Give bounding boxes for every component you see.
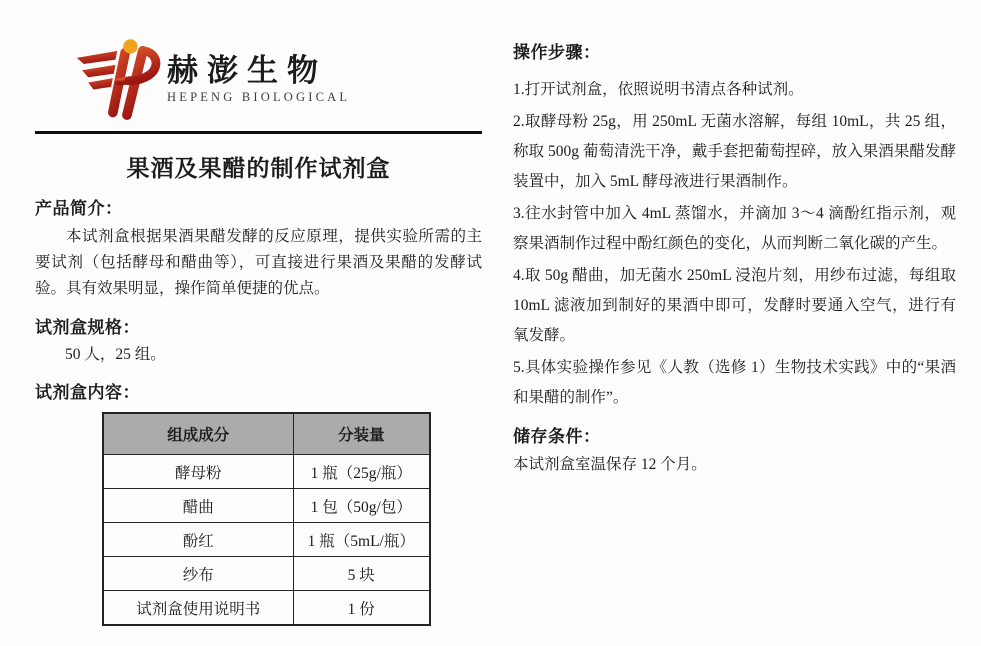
cell-quantity: 1 瓶（25g/瓶） bbox=[293, 455, 430, 489]
cell-component: 纱布 bbox=[103, 557, 293, 591]
storage-heading: 储存条件： bbox=[513, 427, 601, 446]
cell-component: 酚红 bbox=[103, 523, 293, 557]
intro-paragraph: 本试剂盒根据果酒果醋发酵的反应原理，提供实验所需的主要试剂（包括酵母和醋曲等），可直接进行果酒及果醋的发酵试验。具有效果明显，操作简单便捷的优点。 bbox=[35, 228, 482, 297]
cell-quantity: 5 块 bbox=[293, 557, 430, 591]
storage-text: 本试剂盒室温保存 12 个月。 bbox=[513, 456, 707, 473]
cell-component: 试剂盒使用说明书 bbox=[103, 591, 293, 626]
logo-row bbox=[35, 40, 482, 120]
step-1: 1.打开试剂盒，依照说明书清点各种试剂。 bbox=[513, 81, 804, 98]
step-4: 4.取 50g 醋曲，加无菌水 250mL 浸泡片刻，用纱布过滤，每组取 10mL 滤液加到制好的果酒中即可，发酵时要通入空气，进行有氧发酵。 bbox=[513, 267, 956, 344]
header-divider bbox=[35, 131, 482, 134]
spec-text: 50 人，25 组。 bbox=[65, 346, 166, 363]
right-column bbox=[513, 0, 956, 480]
spec-heading: 试剂盒规格： bbox=[35, 318, 140, 337]
contents-heading: 试剂盒内容： bbox=[35, 383, 140, 402]
intro-heading: 产品简介： bbox=[35, 199, 123, 218]
step-2: 2.取酵母粉 25g，用 250mL 无菌水溶解，每组 10mL，共 25 组，称取 500g 葡萄清洗干净，戴手套把葡萄捏碎，放入果酒果醋发酵装置中，加入 5mL 酵母液进行果酒制作。 bbox=[513, 113, 956, 190]
cell-quantity: 1 瓶（5mL/瓶） bbox=[293, 523, 430, 557]
step-3: 3.往水封管中加入 4mL 蒸馏水，并滴加 3～4 滴酚红指示剂，观察果酒制作过程中酚红颜色的变化，从而判断二氧化碳的产生。 bbox=[513, 205, 956, 252]
table-row bbox=[103, 523, 430, 557]
table-row bbox=[103, 557, 430, 591]
cell-quantity: 1 包（50g/包） bbox=[293, 489, 430, 523]
brand-name-en: HEPENG BIOLOGICAL bbox=[167, 90, 351, 104]
steps-heading: 操作步骤： bbox=[513, 43, 601, 62]
logotype bbox=[167, 54, 397, 105]
brand-name-cn: 赫澎生物 bbox=[167, 53, 327, 88]
column-header-component: 组成成分 bbox=[103, 413, 293, 455]
table-row bbox=[103, 455, 430, 489]
cell-quantity: 1 份 bbox=[293, 591, 430, 626]
cell-component: 醋曲 bbox=[103, 489, 293, 523]
kit-contents-table bbox=[102, 412, 431, 626]
cell-component: 酵母粉 bbox=[103, 455, 293, 489]
table-header-row bbox=[103, 413, 430, 455]
page-title: 果酒及果醋的制作试剂盒 bbox=[126, 156, 391, 181]
column-header-quantity: 分装量 bbox=[293, 413, 430, 455]
hepeng-logo-icon bbox=[75, 38, 163, 120]
table-row bbox=[103, 591, 430, 626]
step-5: 5.具体实验操作参见《人教（选修 1）生物技术实践》中的“果酒和果醋的制作”。 bbox=[513, 359, 956, 406]
left-column bbox=[35, 0, 482, 626]
table-row bbox=[103, 489, 430, 523]
